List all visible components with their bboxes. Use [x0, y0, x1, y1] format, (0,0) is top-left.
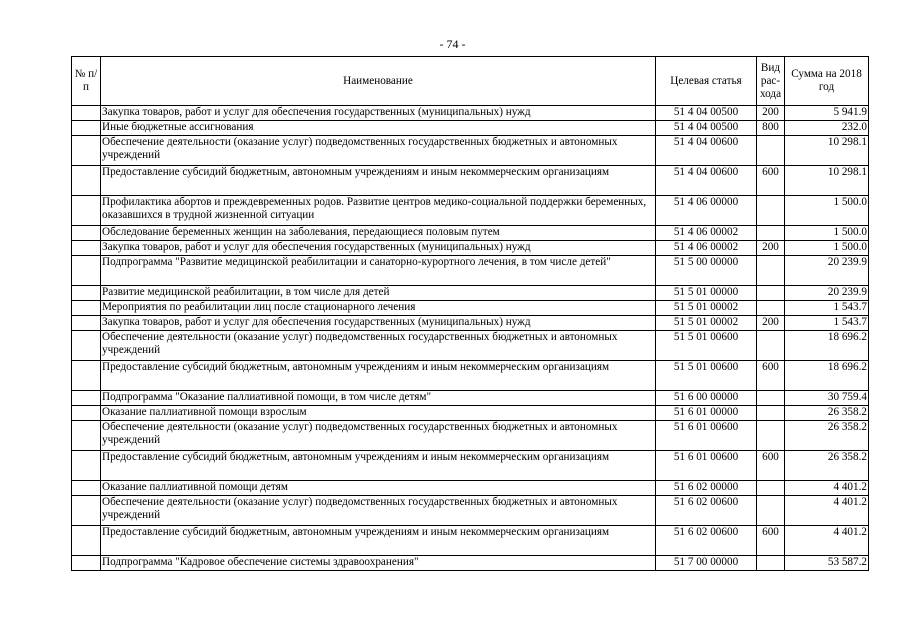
row-code-cell: 51 6 02 00600	[656, 496, 757, 526]
row-expense-type-cell: 200	[757, 241, 785, 256]
row-expense-type-cell	[757, 256, 785, 286]
row-expense-type-cell: 600	[757, 526, 785, 556]
table-row	[72, 136, 869, 166]
row-number-cell	[72, 406, 101, 421]
row-code-cell: 51 5 01 00000	[656, 286, 757, 301]
row-number-cell	[72, 166, 101, 196]
row-code-cell: 51 7 00 00000	[656, 556, 757, 571]
row-expense-type-cell	[757, 496, 785, 526]
row-number-cell	[72, 526, 101, 556]
row-sum-cell: 1 500.0	[785, 226, 869, 241]
row-number-cell	[72, 301, 101, 316]
row-expense-type-cell	[757, 196, 785, 226]
row-name-cell: Подпрограмма "Кадровое обеспечение системы здравоохранения"	[101, 556, 656, 571]
row-name-cell: Развитие медицинской реабилитации, в том числе для детей	[101, 286, 656, 301]
row-expense-type-cell	[757, 331, 785, 361]
table-row	[72, 331, 869, 361]
row-name-cell: Обеспечение деятельности (оказание услуг) подведомственных государственных бюджетных и автономных учреждений	[101, 331, 656, 361]
page-number: - 74 -	[439, 37, 466, 51]
table-row	[72, 361, 869, 391]
row-sum-cell: 1 543.7	[785, 301, 869, 316]
row-code-cell: 51 6 00 00000	[656, 391, 757, 406]
table-row	[72, 451, 869, 481]
table-row	[72, 256, 869, 286]
row-number-cell	[72, 241, 101, 256]
row-number-cell	[72, 481, 101, 496]
row-number-cell	[72, 361, 101, 391]
header-type: Вид рас- хода	[757, 57, 785, 106]
table-row	[72, 421, 869, 451]
table-row	[72, 106, 869, 121]
row-name-cell: Предоставление субсидий бюджетным, автономным учреждениям и иным некоммерческим организациям	[101, 451, 656, 481]
table-header	[72, 57, 869, 106]
row-name-cell: Обследование беременных женщин на заболевания, передающиеся половым путем	[101, 226, 656, 241]
row-code-cell: 51 4 06 00000	[656, 196, 757, 226]
row-code-cell: 51 4 04 00500	[656, 106, 757, 121]
table-body	[72, 106, 869, 571]
row-number-cell	[72, 121, 101, 136]
table-row	[72, 166, 869, 196]
row-number-cell	[72, 106, 101, 121]
row-name-cell: Обеспечение деятельности (оказание услуг) подведомственных государственных бюджетных и автономных учреждений	[101, 496, 656, 526]
table-row	[72, 226, 869, 241]
budget-table	[71, 56, 869, 571]
row-number-cell	[72, 391, 101, 406]
row-expense-type-cell	[757, 286, 785, 301]
row-sum-cell: 5 941.9	[785, 106, 869, 121]
row-code-cell: 51 4 06 00002	[656, 226, 757, 241]
row-name-cell: Подпрограмма "Оказание паллиативной помощи, в том числе детям"	[101, 391, 656, 406]
row-name-cell: Оказание паллиативной помощи детям	[101, 481, 656, 496]
row-number-cell	[72, 316, 101, 331]
row-expense-type-cell: 600	[757, 166, 785, 196]
row-sum-cell: 10 298.1	[785, 136, 869, 166]
row-name-cell: Обеспечение деятельности (оказание услуг) подведомственных государственных бюджетных и автономных учреждений	[101, 136, 656, 166]
row-code-cell: 51 4 06 00002	[656, 241, 757, 256]
row-expense-type-cell: 600	[757, 361, 785, 391]
row-expense-type-cell: 200	[757, 106, 785, 121]
row-sum-cell: 30 759.4	[785, 391, 869, 406]
row-sum-cell: 20 239.9	[785, 256, 869, 286]
row-number-cell	[72, 331, 101, 361]
row-number-cell	[72, 496, 101, 526]
table-row	[72, 196, 869, 226]
row-number-cell	[72, 196, 101, 226]
header-num: № п/п	[72, 57, 101, 106]
row-number-cell	[72, 556, 101, 571]
row-code-cell: 51 5 01 00600	[656, 331, 757, 361]
row-code-cell: 51 4 04 00600	[656, 136, 757, 166]
row-expense-type-cell: 200	[757, 316, 785, 331]
row-sum-cell: 18 696.2	[785, 361, 869, 391]
header-code: Целевая статья	[656, 57, 757, 106]
row-code-cell: 51 5 01 00002	[656, 301, 757, 316]
table-row	[72, 301, 869, 316]
row-number-cell	[72, 136, 101, 166]
row-code-cell: 51 4 04 00500	[656, 121, 757, 136]
row-expense-type-cell	[757, 391, 785, 406]
table-row	[72, 241, 869, 256]
row-code-cell: 51 5 01 00002	[656, 316, 757, 331]
row-number-cell	[72, 226, 101, 241]
row-sum-cell: 4 401.2	[785, 526, 869, 556]
row-code-cell: 51 6 01 00600	[656, 451, 757, 481]
row-name-cell: Оказание паллиативной помощи взрослым	[101, 406, 656, 421]
row-name-cell: Профилактика абортов и преждевременных родов. Развитие центров медико-социальной поддержки беременных, оказавшихся в трудной жизненной ситуации	[101, 196, 656, 226]
row-sum-cell: 1 543.7	[785, 316, 869, 331]
row-expense-type-cell: 800	[757, 121, 785, 136]
row-sum-cell: 26 358.2	[785, 406, 869, 421]
table-row	[72, 406, 869, 421]
row-code-cell: 51 6 01 00600	[656, 421, 757, 451]
row-sum-cell: 20 239.9	[785, 286, 869, 301]
row-name-cell: Закупка товаров, работ и услуг для обеспечения государственных (муниципальных) нужд	[101, 106, 656, 121]
table-row	[72, 391, 869, 406]
row-sum-cell: 26 358.2	[785, 451, 869, 481]
row-expense-type-cell	[757, 226, 785, 241]
row-name-cell: Мероприятия по реабилитации лиц после стационарного лечения	[101, 301, 656, 316]
table-row	[72, 496, 869, 526]
row-name-cell: Закупка товаров, работ и услуг для обеспечения государственных (муниципальных) нужд	[101, 241, 656, 256]
row-number-cell	[72, 451, 101, 481]
row-sum-cell: 4 401.2	[785, 481, 869, 496]
row-sum-cell: 1 500.0	[785, 241, 869, 256]
table-row	[72, 481, 869, 496]
row-code-cell: 51 6 01 00000	[656, 406, 757, 421]
row-code-cell: 51 6 02 00000	[656, 481, 757, 496]
row-sum-cell: 1 500.0	[785, 196, 869, 226]
row-number-cell	[72, 421, 101, 451]
row-expense-type-cell	[757, 556, 785, 571]
row-sum-cell: 18 696.2	[785, 331, 869, 361]
row-name-cell: Закупка товаров, работ и услуг для обеспечения государственных (муниципальных) нужд	[101, 316, 656, 331]
row-name-cell: Иные бюджетные ассигнования	[101, 121, 656, 136]
row-name-cell: Подпрограмма "Развитие медицинской реабилитации и санаторно-курортного лечения, в том числе детей"	[101, 256, 656, 286]
row-sum-cell: 26 358.2	[785, 421, 869, 451]
row-name-cell: Обеспечение деятельности (оказание услуг) подведомственных государственных бюджетных и автономных учреждений	[101, 421, 656, 451]
table-row	[72, 526, 869, 556]
table-row	[72, 121, 869, 136]
row-code-cell: 51 5 00 00000	[656, 256, 757, 286]
header-name: Наименование	[101, 57, 656, 106]
row-code-cell: 51 5 01 00600	[656, 361, 757, 391]
row-expense-type-cell: 600	[757, 451, 785, 481]
row-name-cell: Предоставление субсидий бюджетным, автономным учреждениям и иным некоммерческим организациям	[101, 361, 656, 391]
header-sum: Сумма на 2018 год	[785, 57, 869, 106]
row-code-cell: 51 6 02 00600	[656, 526, 757, 556]
row-expense-type-cell	[757, 421, 785, 451]
row-expense-type-cell	[757, 481, 785, 496]
row-expense-type-cell	[757, 406, 785, 421]
row-number-cell	[72, 286, 101, 301]
row-sum-cell: 4 401.2	[785, 496, 869, 526]
row-name-cell: Предоставление субсидий бюджетным, автономным учреждениям и иным некоммерческим организациям	[101, 166, 656, 196]
row-expense-type-cell	[757, 301, 785, 316]
row-name-cell: Предоставление субсидий бюджетным, автономным учреждениям и иным некоммерческим организациям	[101, 526, 656, 556]
table-row	[72, 556, 869, 571]
row-expense-type-cell	[757, 136, 785, 166]
row-sum-cell: 232.0	[785, 121, 869, 136]
row-sum-cell: 10 298.1	[785, 166, 869, 196]
row-number-cell	[72, 256, 101, 286]
table-row	[72, 316, 869, 331]
table-row	[72, 286, 869, 301]
row-code-cell: 51 4 04 00600	[656, 166, 757, 196]
row-sum-cell: 53 587.2	[785, 556, 869, 571]
